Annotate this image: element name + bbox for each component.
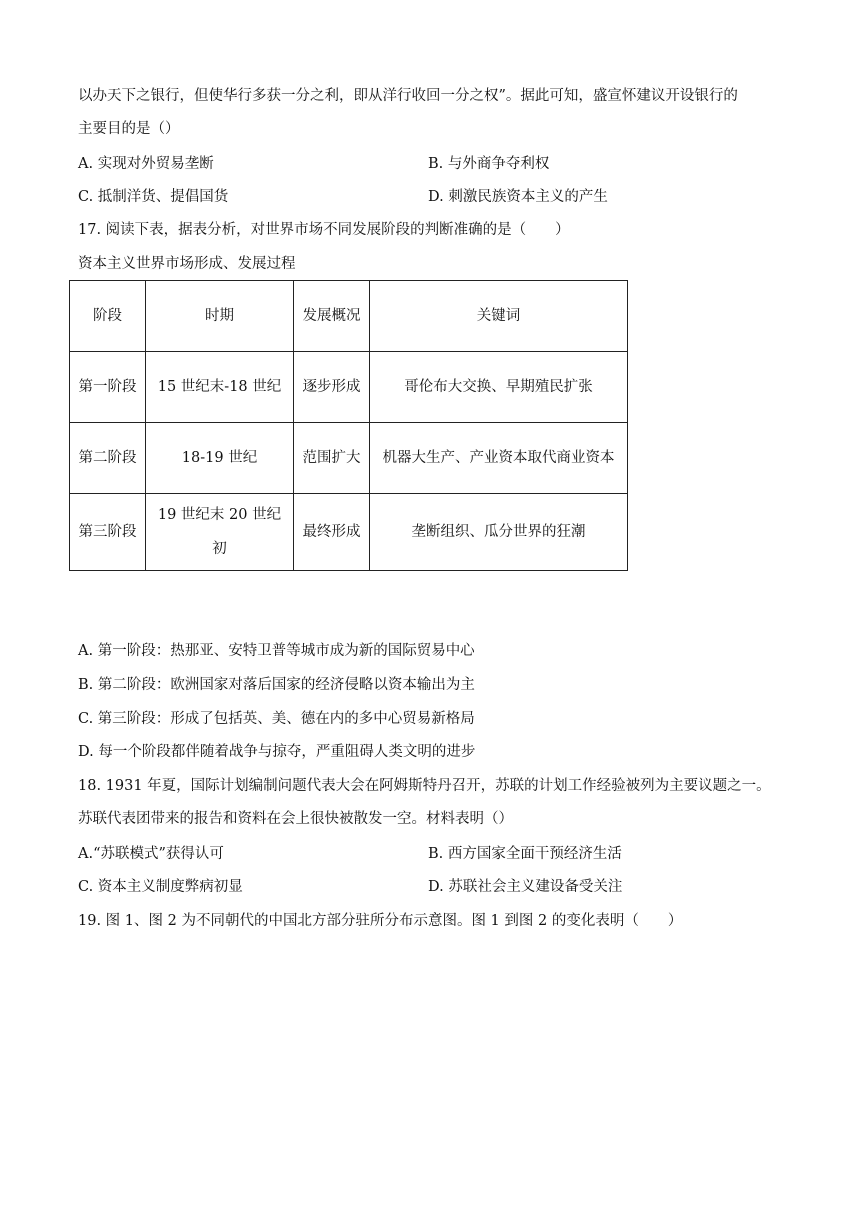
table-cell: 15 世纪末-18 世纪 xyxy=(146,352,294,423)
table-row xyxy=(70,423,628,494)
table-row xyxy=(70,494,628,571)
q16-stem-line2: 主要目的是（） xyxy=(78,121,180,137)
q17-stem: 17. 阅读下表，据表分析，对世界市场不同发展阶段的判断准确的是（ ） xyxy=(78,222,570,238)
header-cell: 发展概况 xyxy=(294,281,370,352)
table-cell: 18-19 世纪 xyxy=(146,423,294,494)
table-cell: 哥伦布大交换、早期殖民扩张 xyxy=(370,352,628,423)
stages-table xyxy=(69,280,628,571)
table-row xyxy=(70,352,628,423)
q16-option-b: B. 与外商争夺利权 xyxy=(428,156,550,172)
q17-option-c: C. 第三阶段：形成了包括英、美、德在内的多中心贸易新格局 xyxy=(78,711,475,727)
header-cell: 关键词 xyxy=(370,281,628,352)
q16-option-d: D. 刺激民族资本主义的产生 xyxy=(428,189,608,205)
table-cell: 逐步形成 xyxy=(294,352,370,423)
header-cell: 阶段 xyxy=(70,281,146,352)
q18-stem-line1: 18. 1931 年夏，国际计划编制问题代表大会在阿姆斯特丹召开，苏联的计划工作经验被列为主要议题之一。 xyxy=(78,778,771,794)
q16-option-c: C. 抵制洋货、提倡国货 xyxy=(78,189,229,205)
q18-stem-line2: 苏联代表团带来的报告和资料在会上很快被散发一空。材料表明（） xyxy=(78,811,513,827)
table-header-row xyxy=(70,281,628,352)
header-cell: 时期 xyxy=(146,281,294,352)
table-cell: 第三阶段 xyxy=(70,494,146,571)
q18-option-c: C. 资本主义制度弊病初显 xyxy=(78,879,243,895)
q16-option-a: A. 实现对外贸易垄断 xyxy=(78,156,214,172)
table-cell: 第二阶段 xyxy=(70,423,146,494)
table-cell: 最终形成 xyxy=(294,494,370,571)
table-cell: 机器大生产、产业资本取代商业资本 xyxy=(370,423,628,494)
q17-option-a: A. 第一阶段：热那亚、安特卫普等城市成为新的国际贸易中心 xyxy=(78,643,475,659)
q18-option-a: A.“苏联模式”获得认可 xyxy=(78,846,224,862)
table-cell: 19 世纪末 20 世纪初 xyxy=(146,494,294,571)
table-title: 资本主义世界市场形成、发展过程 xyxy=(78,256,296,272)
q18-option-d: D. 苏联社会主义建设备受关注 xyxy=(428,879,623,895)
table-cell: 垄断组织、瓜分世界的狂潮 xyxy=(370,494,628,571)
q16-stem-line1: 以办天下之银行，但使华行多获一分之利，即从洋行收回一分之权”。据此可知，盛宣怀建议开设银行的 xyxy=(78,88,738,104)
q17-option-d: D. 每一个阶段都伴随着战争与掠夺，严重阻碍人类文明的进步 xyxy=(78,744,476,760)
q18-option-b: B. 西方国家全面干预经济生活 xyxy=(428,846,622,862)
q19-stem: 19. 图 1、图 2 为不同朝代的中国北方部分驻所分布示意图。图 1 到图 2 的变化表明（ ） xyxy=(78,913,683,929)
table-cell: 范围扩大 xyxy=(294,423,370,494)
table-cell: 第一阶段 xyxy=(70,352,146,423)
q17-option-b: B. 第二阶段：欧洲国家对落后国家的经济侵略以资本输出为主 xyxy=(78,677,475,693)
